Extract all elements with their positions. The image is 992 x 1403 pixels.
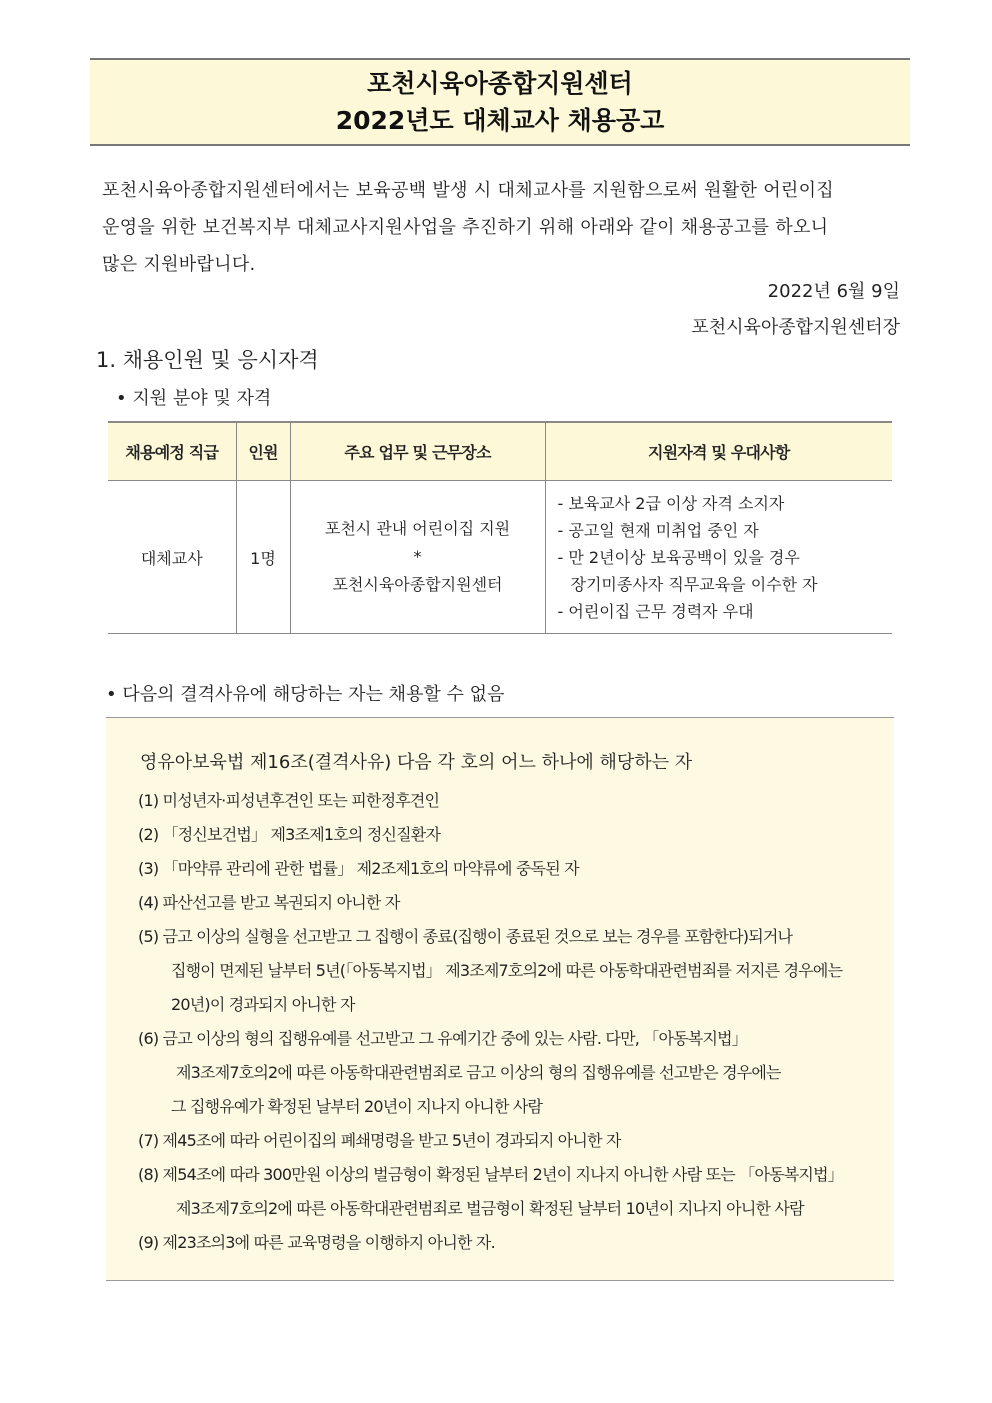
list-item: (1) 미성년자·피성년후견인 또는 피한정후견인: [138, 791, 440, 810]
list-item-continuation: 그 집행유예가 확정된 날부터 20년이 지나지 아니한 사람: [171, 1097, 543, 1116]
cell-qualifications: [545, 481, 892, 634]
qualification-line: - 보육교사 2급 이상 자격 소지자: [557, 493, 785, 513]
intro-line: 포천시육아종합지원센터에서는 보육공백 발생 시 대체교사를 지원함으로써 원활한 어린이집: [102, 180, 834, 201]
recruitment-table: [108, 421, 892, 634]
center-name-title: 포천시육아종합지원센터: [367, 69, 633, 98]
bullet-disqualification: • 다음의 결격사유에 해당하는 자는 채용할 수 없음: [106, 684, 505, 705]
bullet-field-qualification: • 지원 분야 및 자격: [116, 388, 272, 409]
disqualification-intro: 영유아보육법 제16조(결격사유) 다음 각 호의 어느 하나에 해당하는 자: [140, 752, 693, 773]
table-row: [108, 481, 892, 634]
list-item: (5) 금고 이상의 실형을 선고받고 그 집행이 종료(집행이 종료된 것으로 보는 경우를 포함한다)되거나: [138, 927, 793, 946]
list-item: (4) 파산선고를 받고 복권되지 아니한 자: [138, 893, 400, 912]
recruitment-notice-title: 2022년도 대체교사 채용공고: [335, 106, 665, 135]
title-box: [90, 58, 910, 146]
list-item: (3) 「마약류 관리에 관한 법률」 제2조제1호의 마약류에 중독된 자: [138, 859, 579, 878]
list-item: (8) 제54조에 따라 300만원 이상의 벌금형이 확정된 날부터 2년이 지나지 아니한 사람 또는 「아동복지법」: [138, 1165, 843, 1184]
cell-position: 대체교사: [108, 481, 236, 634]
cell-duties: [290, 481, 545, 634]
duty-line: 포천시 관내 어린이집 지원: [324, 519, 511, 538]
header-qualifications: 지원자격 및 우대사항: [545, 422, 892, 481]
duty-line: 포천시육아종합지원센터: [332, 575, 503, 594]
header-position: 채용예정 직급: [108, 422, 236, 481]
cell-count: 1명: [236, 481, 290, 634]
list-item: (6) 금고 이상의 형의 집행유예를 선고받고 그 유예기간 중에 있는 사람. 다만, 「아동복지법」: [138, 1029, 747, 1048]
qualification-line: - 어린이집 근무 경력자 우대: [557, 601, 754, 621]
qualification-line: 장기미종사자 직무교육을 이수한 자: [570, 574, 818, 594]
header-duties: 주요 업무 및 근무장소: [290, 422, 545, 481]
disqualification-box: [106, 717, 894, 1281]
qualification-line: - 공고일 현재 미취업 중인 자: [557, 520, 759, 540]
intro-line: 운영을 위한 보건복지부 대체교사지원사업을 추진하기 위해 아래와 같이 채용공고를 하오니: [102, 217, 829, 238]
disqualification-list: [138, 784, 890, 1260]
header-count: 인원: [236, 422, 290, 481]
list-item-continuation: 집행이 면제된 날부터 5년(「아동복지법」 제3조제7호의2에 따른 아동학대관련범죄를 저지른 경우에는: [171, 961, 843, 980]
list-item: (2) 「정신보건법」 제3조제1호의 정신질환자: [138, 825, 441, 844]
intro-line: 많은 지원바랍니다.: [102, 254, 256, 275]
section-title-recruitment: 1. 채용인원 및 응시자격: [96, 348, 319, 372]
duty-line: *: [413, 547, 422, 566]
notice-date: 2022년 6월 9일: [767, 281, 900, 302]
qualification-line: - 만 2년이상 보육공백이 있을 경우: [557, 547, 800, 567]
list-item: (9) 제23조의3에 따른 교육명령을 이행하지 아니한 자.: [138, 1233, 495, 1252]
intro-paragraph: [102, 172, 902, 283]
list-item: (7) 제45조에 따라 어린이집의 폐쇄명령을 받고 5년이 경과되지 아니한 자: [138, 1131, 621, 1150]
list-item-continuation: 20년)이 경과되지 아니한 자: [171, 995, 355, 1014]
list-item-continuation: 제3조제7호의2에 따른 아동학대관련범죄로 벌금형이 확정된 날부터 10년이 지나지 아니한 사람: [176, 1199, 804, 1218]
list-item-continuation: 제3조제7호의2에 따른 아동학대관련범죄로 금고 이상의 형의 집행유예를 선고받은 경우에는: [176, 1063, 781, 1082]
issuer-name: 포천시육아종합지원센터장: [691, 317, 900, 338]
table-header-row: [108, 422, 892, 481]
